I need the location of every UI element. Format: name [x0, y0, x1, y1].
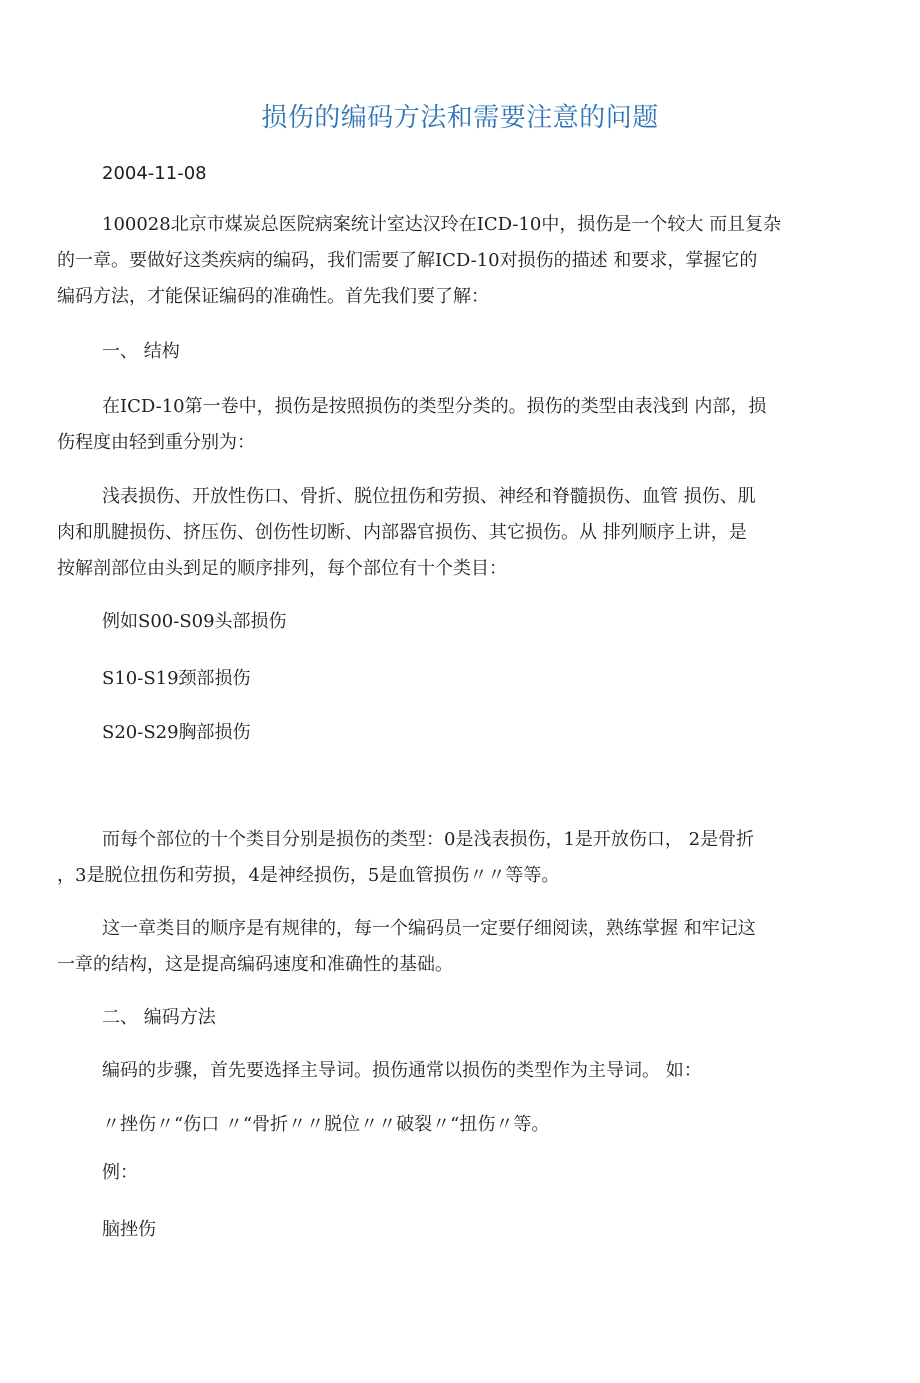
document-date: 2004-11-08	[102, 163, 207, 184]
intro-line: 编码方法，才能保证编码的准确性。首先我们要了解：	[57, 286, 489, 307]
document-title: 损伤的编码方法和需要注意的问题	[261, 103, 659, 133]
rule-line: 这一章类目的顺序是有规律的，每一个编码员一定要仔细阅读，熟练掌握 和牢记这	[102, 918, 756, 939]
injury-types-paragraph	[57, 479, 857, 587]
categories-line: ，3是脱位扭伤和劳损，4是神经损伤，5是血管损伤〃〃等等。	[57, 865, 560, 886]
structure-line: 伤程度由轻到重分别为：	[57, 432, 255, 453]
categories-paragraph	[57, 822, 857, 894]
intro-line: 100028北京市煤炭总医院病案统计室达汉玲在ICD-10中，损伤是一个较大 而且复杂	[102, 214, 782, 235]
example-range-chest: S20-S29胸部损伤	[102, 722, 251, 743]
example-range-head: 例如S00-S09头部损伤	[102, 611, 287, 632]
lead-terms-list: 〃挫伤〃“伤口 〃“骨折〃〃脱位〃〃破裂〃“扭伤〃等。	[102, 1114, 550, 1135]
example-label: 例：	[102, 1162, 138, 1183]
method-paragraph: 编码的步骤，首先要选择主导词。损伤通常以损伤的类型作为主导词。 如：	[102, 1060, 702, 1081]
intro-line: 的一章。要做好这类疾病的编码，我们需要了解ICD-10对损伤的描述 和要求，掌握它的	[57, 250, 758, 271]
structure-paragraph	[57, 389, 857, 461]
section-heading-structure: 一、 结构	[102, 341, 180, 362]
structure-line: 在ICD-10第一卷中，损伤是按照损伤的类型分类的。损伤的类型由表浅到 内部，损	[102, 396, 767, 417]
categories-line: 而每个部位的十个类目分别是损伤的类型：0是浅表损伤，1是开放伤口， 2是骨折	[102, 829, 755, 850]
example-range-neck: S10-S19颈部损伤	[102, 668, 251, 689]
example-term: 脑挫伤	[102, 1219, 156, 1240]
types-line: 浅表损伤、开放性伤口、骨折、脱位扭伤和劳损、神经和脊髓损伤、血管 损伤、肌	[102, 486, 756, 507]
section-heading-method: 二、 编码方法	[102, 1007, 216, 1028]
types-line: 按解剖部位由头到足的顺序排列，每个部位有十个类目：	[57, 558, 507, 579]
types-line: 肉和肌腱损伤、挤压伤、创伤性切断、内部器官损伤、其它损伤。从 排列顺序上讲，是	[57, 522, 747, 543]
rule-paragraph	[57, 911, 857, 983]
rule-line: 一章的结构，这是提高编码速度和准确性的基础。	[57, 954, 453, 975]
intro-paragraph	[57, 207, 857, 315]
